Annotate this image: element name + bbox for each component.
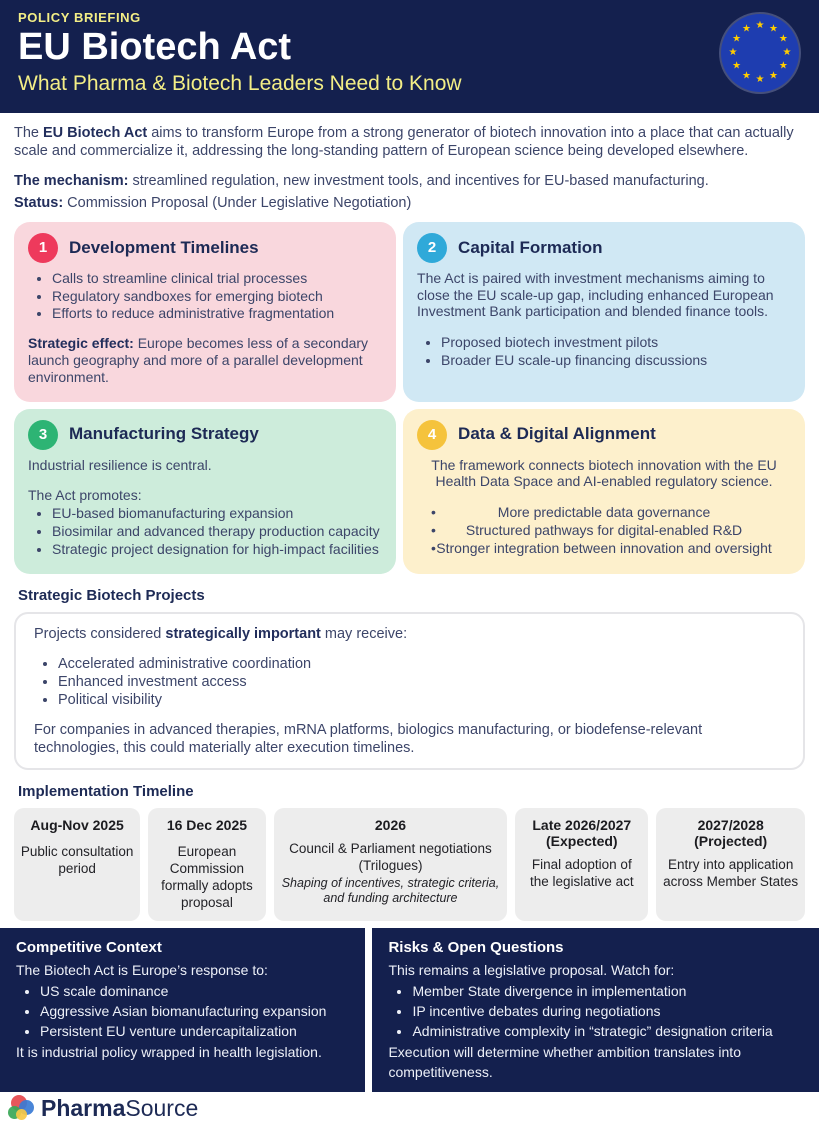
card-number-badge: 2 <box>417 233 447 263</box>
panel-bullet: • Persistent EU venture undercapitalization <box>40 1022 349 1042</box>
panel-risks-open-questions <box>372 928 819 1093</box>
card-bullet: • Biosimilar and advanced therapy production capacity <box>52 523 382 540</box>
intro-paragraph <box>14 125 805 160</box>
strategic-bullet: • Enhanced investment access <box>58 673 785 691</box>
panel-bullet: • US scale dominance <box>40 982 349 1002</box>
strategic-outro-text: For companies in advanced therapies, mRNA platforms, biologics manufacturing, or biodefense-relevant technologies, this could materially alter execution timelines. <box>34 722 703 757</box>
footer <box>0 1092 819 1124</box>
strategic-effect-line <box>28 335 382 385</box>
card-number-badge: 3 <box>28 420 58 450</box>
brand-bold: Pharma <box>41 1094 126 1121</box>
card-bullet: • More predictable data governance <box>417 504 791 521</box>
card-bullet-list <box>417 504 791 556</box>
header <box>0 0 819 113</box>
panel-bullet: • Administrative complexity in “strategic” designation criteria <box>412 1022 803 1042</box>
timeline-desc: Council & Parliament negotiations (Trilogues) <box>289 841 492 874</box>
star-icon: ★ <box>728 47 738 58</box>
card-bullet: • Efforts to reduce administrative fragmentation <box>52 305 382 322</box>
strategic-intro-text: may receive: <box>320 625 408 642</box>
card-bullet: • EU-based biomanufacturing expansion <box>52 505 382 522</box>
implementation-timeline <box>14 808 805 921</box>
star-icon: ★ <box>769 23 778 35</box>
card-bullet: • Regulatory sandboxes for emerging biotech <box>52 288 382 305</box>
timeline-qualifier: (Expected) <box>546 833 618 850</box>
timeline-date: Late 2026/2027 <box>532 817 632 834</box>
strategic-intro-bold: strategically important <box>165 625 321 642</box>
mechanism-text: streamlined regulation, new investment tools, and incentives for EU-based manufacturing. <box>128 173 709 190</box>
pharmasource-logo-icon <box>8 1095 34 1121</box>
timeline-date: 16 Dec 2025 <box>166 817 248 834</box>
card-title: Development Timelines <box>69 237 259 257</box>
card-title: Data & Digital Alignment <box>458 424 656 444</box>
strategic-bullet: • Accelerated administrative coordination <box>58 655 785 673</box>
card-bullet-list <box>28 270 382 322</box>
card-manufacturing-strategy <box>14 409 396 574</box>
timeline-date: 2026 <box>374 817 407 834</box>
strategic-bullet: • Political visibility <box>58 691 785 709</box>
star-icon: ★ <box>782 47 792 58</box>
card-header <box>28 233 382 263</box>
panel-bullet: • Aggressive Asian biomanufacturing expansion <box>40 1002 349 1022</box>
card-title: Manufacturing Strategy <box>69 424 259 444</box>
intro-text: aims to transform Europe from a strong generator of biotech innovation into a place that can actually scale and commercialize it, addressing the long-standing pattern of European science being developed elsewhere. <box>14 125 794 159</box>
star-icon: ★ <box>742 23 751 35</box>
card-header <box>417 420 791 450</box>
timeline-item <box>515 808 648 921</box>
card-title: Capital Formation <box>458 237 603 257</box>
timeline-date: 2027/2028 <box>697 817 764 834</box>
page-title: EU Biotech Act <box>18 26 292 68</box>
intro-text: The <box>14 125 44 141</box>
mechanism-line <box>14 173 805 191</box>
intro-bold: EU Biotech Act <box>43 125 148 141</box>
policy-briefing-kicker: POLICY BRIEFING <box>18 10 141 25</box>
promotes-label: The Act promotes: <box>28 487 142 504</box>
topic-cards-grid <box>14 222 805 574</box>
card-header <box>417 233 791 263</box>
panel-bullet: • IP incentive debates during negotiations <box>412 1002 803 1022</box>
card-bullet: • Stronger integration between innovation and oversight <box>417 540 791 557</box>
page-subtitle: What Pharma & Biotech Leaders Need to Know <box>18 72 462 95</box>
star-icon: ★ <box>755 74 765 85</box>
card-bullet-list <box>28 505 382 557</box>
timeline-qualifier: (Projected) <box>694 833 768 850</box>
strategic-effect-text: Europe becomes less of a secondary launch geography and more of a parallel development environment. <box>28 335 369 385</box>
timeline-desc: Public consultation period <box>20 844 134 877</box>
timeline-desc: European Commission formally adopts proposal <box>161 844 253 910</box>
card-body-text: Industrial resilience is central. <box>28 456 212 473</box>
strategic-projects-box <box>14 612 805 771</box>
timeline-item <box>274 808 508 921</box>
panel-bullet: • Member State divergence in implementation <box>412 982 803 1002</box>
star-icon: ★ <box>755 20 765 31</box>
mechanism-label: The mechanism: <box>14 173 129 190</box>
logo-yellow-circle <box>16 1109 27 1120</box>
card-number-badge: 1 <box>28 233 58 263</box>
timeline-desc: Final adoption of the legislative act <box>530 857 634 890</box>
panel-heading: Risks & Open Questions <box>388 938 564 956</box>
panel-outro-text: It is industrial policy wrapped in health legislation. <box>16 1043 322 1060</box>
status-label: Status: <box>14 195 64 212</box>
card-bullet: • Strategic project designation for high-impact facilities <box>52 541 382 558</box>
card-development-timelines <box>14 222 396 402</box>
timeline-item <box>148 808 265 921</box>
card-bullet: • Broader EU scale-up financing discussions <box>441 352 791 369</box>
timeline-desc: Entry into application across Member States <box>663 857 799 890</box>
strategic-projects-heading: Strategic Biotech Projects <box>18 586 205 604</box>
card-body-text: The framework connects biotech innovation with the EU Health Data Space and AI-enabled regulatory science. <box>431 456 777 490</box>
brand-regular: Source <box>125 1094 199 1121</box>
brand-name <box>41 1095 198 1122</box>
panel-intro-text: The Biotech Act is Europe’s response to: <box>16 962 268 979</box>
timeline-date: Aug-Nov 2025 <box>30 817 124 834</box>
star-icon: ★ <box>769 70 778 82</box>
star-icon: ★ <box>732 33 742 45</box>
implementation-timeline-heading: Implementation Timeline <box>18 783 194 801</box>
timeline-item <box>656 808 805 921</box>
main-content <box>0 113 819 921</box>
strategic-intro-line <box>34 625 785 643</box>
card-number-badge: 4 <box>417 420 447 450</box>
panel-outro-text: Execution will determine whether ambition translates into competitiveness. <box>388 1043 741 1080</box>
status-line <box>14 195 805 213</box>
star-icon: ★ <box>778 33 788 45</box>
card-data-digital-alignment <box>403 409 805 574</box>
star-icon: ★ <box>742 70 751 82</box>
card-bullet-list <box>417 334 791 369</box>
strategic-bullet-list <box>34 655 785 709</box>
card-bullet: • Calls to streamline clinical trial processes <box>52 270 382 287</box>
card-header <box>28 420 382 450</box>
panel-heading: Competitive Context <box>16 938 162 956</box>
card-capital-formation <box>403 222 805 402</box>
card-body-text: The Act is paired with investment mechanisms aiming to close the EU scale-up gap, including enhanced European Investment Bank participation and blended finance tools. <box>417 269 774 320</box>
timeline-item <box>14 808 140 921</box>
bottom-panels <box>0 928 819 1093</box>
panel-intro-text: This remains a legislative proposal. Watch for: <box>388 962 675 979</box>
status-text: Commission Proposal (Under Legislative Negotiation) <box>63 195 412 212</box>
eu-flag-icon <box>721 14 799 92</box>
panel-competitive-context <box>0 928 365 1093</box>
panel-bullet-list <box>16 982 349 1042</box>
intro-section <box>14 125 805 213</box>
card-bullet: • Proposed biotech investment pilots <box>441 334 791 351</box>
card-bullet: • Structured pathways for digital-enabled R&D <box>417 522 791 539</box>
strategic-intro-text: Projects considered <box>34 625 166 642</box>
strategic-effect-label: Strategic effect: <box>28 335 134 352</box>
panel-bullet-list <box>388 982 803 1042</box>
timeline-note: Shaping of incentives, strategic criteria, and funding architecture <box>281 876 500 906</box>
star-icon: ★ <box>732 60 742 72</box>
star-icon: ★ <box>778 60 788 72</box>
